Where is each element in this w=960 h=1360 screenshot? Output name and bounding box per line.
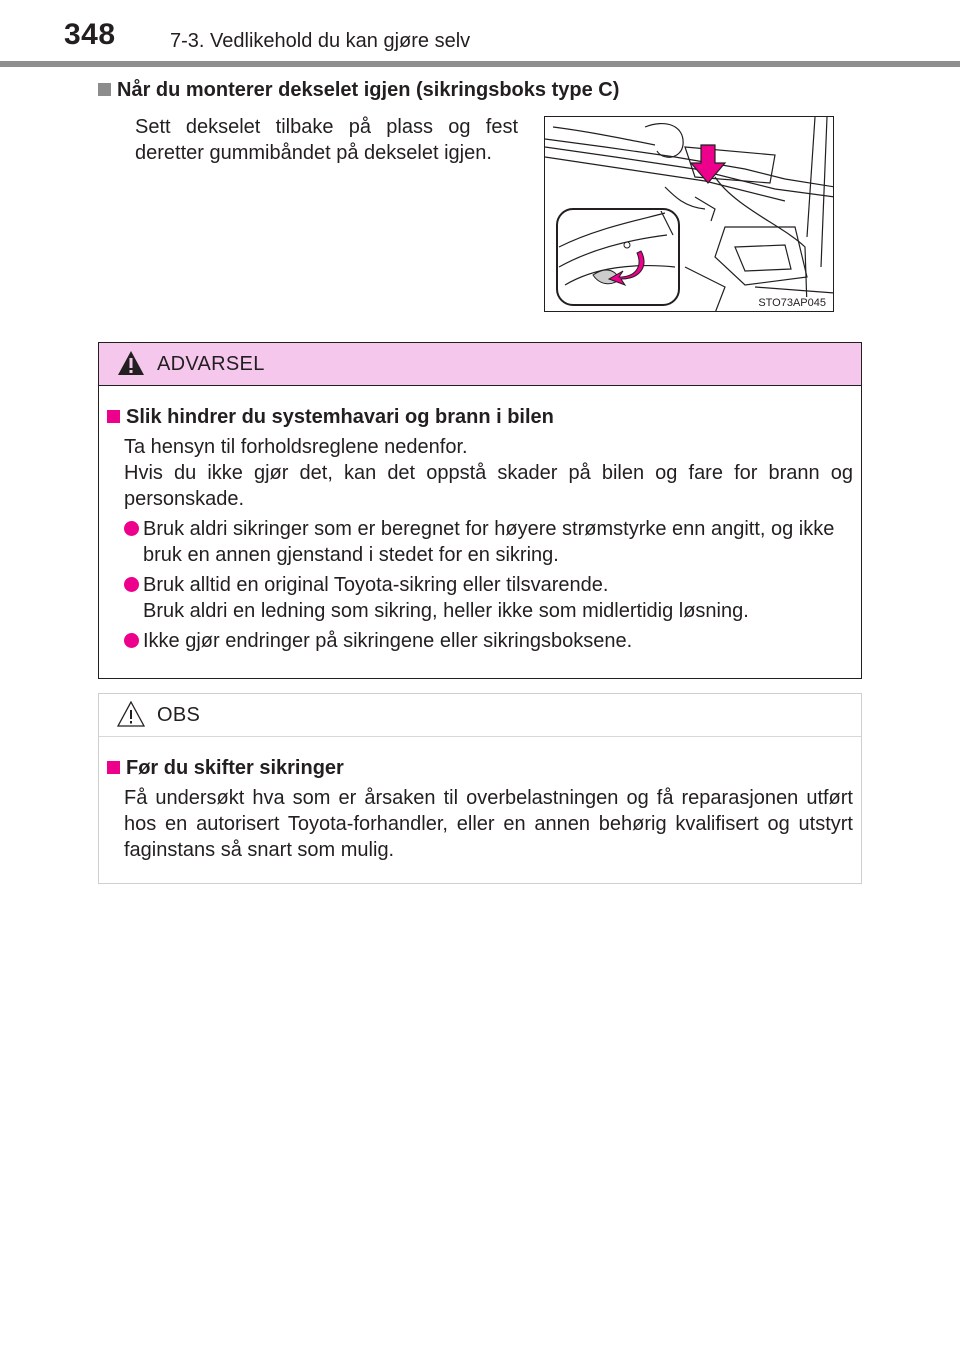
bullet-dot-icon bbox=[124, 633, 139, 648]
page-header bbox=[0, 0, 960, 60]
warning-title-bar bbox=[99, 343, 861, 386]
bullet-dot-icon bbox=[124, 521, 139, 536]
section-body: Sett dekselet tilbake på plass og fest deretter gummibåndet på dekselet igjen. bbox=[135, 116, 518, 164]
warning-intro-line2: Hvis du ikke gjør det, kan det oppstå skader på bilen og fare for brann og personskade. bbox=[124, 462, 853, 510]
section-heading bbox=[98, 79, 619, 102]
notice-title: OBS bbox=[157, 704, 201, 726]
chapter-title: 7-3. Vedlikehold du kan gjøre selv bbox=[170, 30, 471, 52]
notice-subheading: Før du skifter sikringer bbox=[107, 757, 344, 780]
notice-body: Få undersøkt hva som er årsaken til overbelastningen og få reparasjonen utført hos en autorisert Toyota-forhandler, eller en annen behørig kvalifisert og utstyrt faginstans så snart som mulig. bbox=[124, 787, 853, 861]
warning-intro-line1: Ta hensyn til forholdsreglene nedenfor. bbox=[124, 436, 468, 458]
fuse-box-cover-illustration bbox=[544, 116, 834, 312]
page-number: 348 bbox=[64, 18, 116, 51]
square-bullet-icon bbox=[107, 761, 120, 774]
caution-triangle-icon bbox=[117, 701, 145, 727]
warning-triangle-icon bbox=[117, 350, 145, 376]
warning-subheading: Slik hindrer du systemhavari og brann i bilen bbox=[107, 406, 554, 429]
section-heading-text: Når du monterer dekselet igjen (sikringsboks type C) bbox=[117, 79, 620, 101]
warning-box bbox=[98, 342, 862, 679]
notice-box bbox=[98, 693, 862, 884]
warning-title: ADVARSEL bbox=[157, 353, 265, 375]
header-rule bbox=[0, 61, 960, 67]
warning-bullet: Bruk alltid en original Toyota-sikring eller tilsvarende. Bruk aldri en ledning som sikring, heller ikke som midlertidig løsning. bbox=[124, 572, 855, 624]
square-bullet-icon bbox=[98, 83, 111, 96]
bullet-dot-icon bbox=[124, 577, 139, 592]
warning-bullet: Ikke gjør endringer på sikringene eller sikringsboksene. bbox=[124, 628, 855, 654]
figure-code: STO73AP045 bbox=[758, 297, 826, 309]
warning-bullet: Bruk aldri sikringer som er beregnet for høyere strømstyrke enn angitt, og ikke bruk en annen gjenstand i stedet for en sikring. bbox=[124, 516, 855, 568]
notice-title-bar bbox=[99, 694, 861, 737]
square-bullet-icon bbox=[107, 410, 120, 423]
engine-bay-drawing bbox=[545, 117, 834, 312]
